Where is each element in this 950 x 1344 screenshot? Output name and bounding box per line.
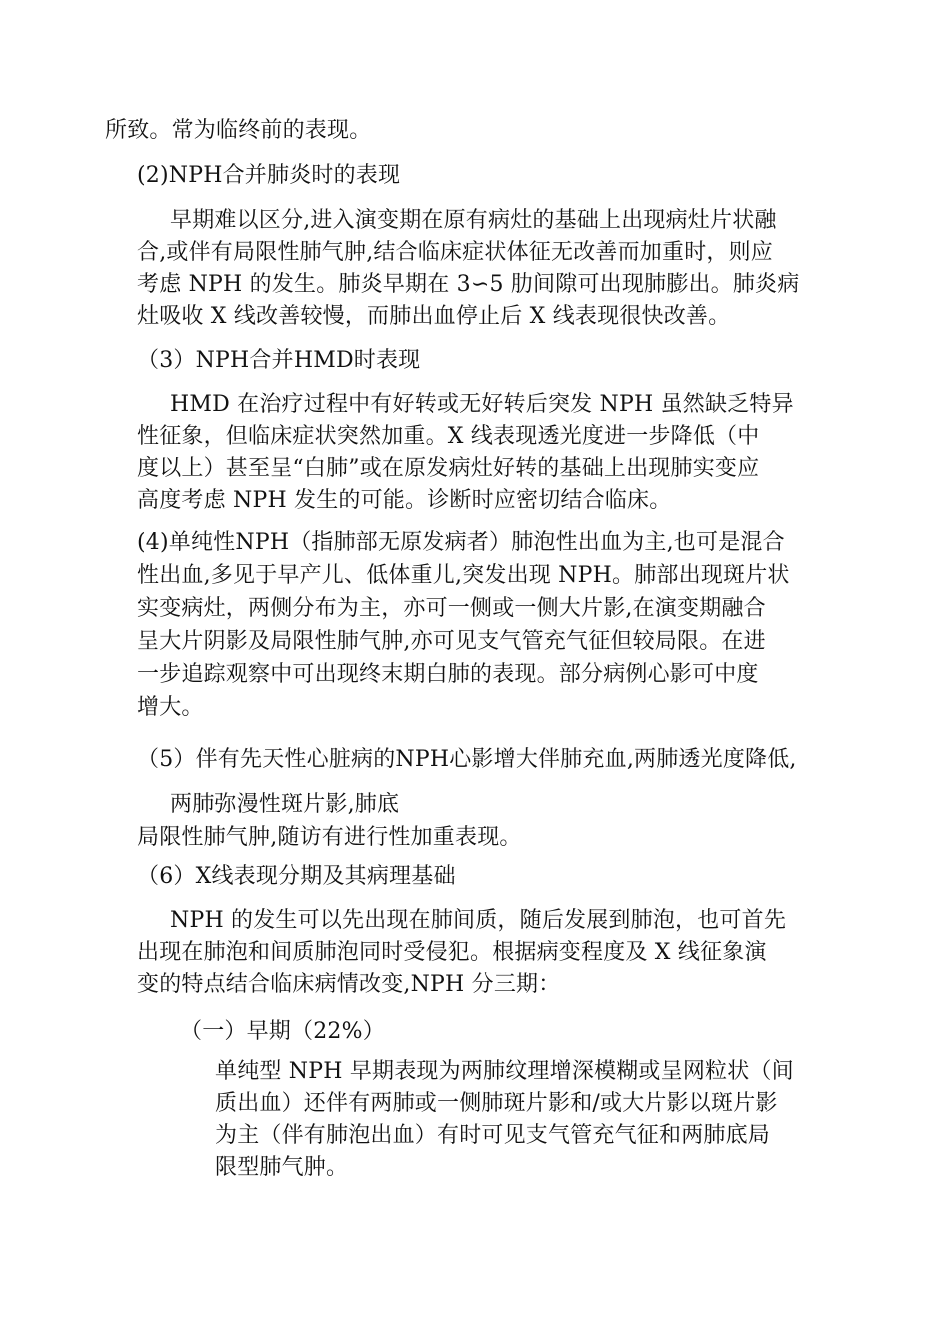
text-line: 所致。常为临终前的表现。 — [105, 118, 372, 143]
text-line: 性征象，但临床症状突然加重。X 线表现透光度进一步降低（中 — [137, 424, 760, 449]
text-line: 变的特点结合临床病情改变,NPH 分三期： — [137, 972, 561, 997]
text-line: 出现在肺泡和间质肺泡同时受侵犯。根据病变程度及 X 线征象演 — [137, 940, 767, 965]
text-line: 高度考虑 NPH 发生的可能。诊断时应密切结合临床。 — [137, 488, 672, 513]
text-line: 为主（伴有肺泡出血）有时可见支气管充气征和两肺底局 — [215, 1123, 771, 1148]
text-line: 局限性肺气肿,随访有进行性加重表现。 — [137, 825, 522, 850]
section-heading: (4)单纯性NPH（指肺部无原发病者）肺泡性出血为主,也可是混合 — [137, 530, 785, 555]
text-line: 单纯型 NPH 早期表现为两肺纹理增深模糊或呈网粒状（间 — [215, 1059, 794, 1084]
text-line: 灶吸收 X 线改善较慢，而肺出血停止后 X 线表现很快改善。 — [137, 304, 731, 329]
section-heading: （5）伴有先天性心脏病的NPH心影增大伴肺充血,两肺透光度降低, — [137, 747, 797, 772]
text-line: 限型肺气肿。 — [215, 1155, 349, 1180]
text-line: 呈大片阴影及局限性肺气肿,亦可见支气管充气征但较局限。在进 — [137, 629, 766, 654]
text-line: 早期难以区分,进入演变期在原有病灶的基础上出现病灶片状融 — [170, 208, 777, 233]
text-line: 考虑 NPH 的发生。肺炎早期在 3∽5 肋间隙可出现肺膨出。肺炎病 — [137, 272, 800, 297]
text-line: 实变病灶，两侧分布为主，亦可一侧或一侧大片影,在演变期融合 — [137, 596, 766, 621]
section-heading: （6）X线表现分期及其病理基础 — [137, 864, 456, 889]
section-heading: (2)NPH合并肺炎时的表现 — [137, 163, 401, 188]
text-line: 一步追踪观察中可出现终末期白肺的表现。部分病例心影可中度 — [137, 662, 759, 687]
text-line: 质出血）还伴有两肺或一侧肺斑片影和/或大片影以斑片影 — [215, 1091, 778, 1116]
text-line: 性出血,多见于早产儿、低体重儿,突发出现 NPH。肺部出现斑片状 — [137, 563, 790, 588]
section-heading: （3）NPH合并HMD时表现 — [137, 348, 421, 373]
text-line: 度以上）甚至呈“白肺”或在原发病灶好转的基础上出现肺实变应 — [137, 456, 760, 481]
text-line: 两肺弥漫性斑片影,肺底 — [170, 792, 400, 817]
subsection-heading: （一）早期（22%） — [180, 1019, 385, 1044]
text-line: HMD 在治疗过程中有好转或无好转后突发 NPH 虽然缺乏特异 — [170, 392, 794, 417]
text-line: 增大。 — [137, 695, 204, 720]
text-line: 合,或伴有局限性肺气肿,结合临床症状体征无改善而加重时，则应 — [137, 240, 773, 265]
text-line: NPH 的发生可以先出现在肺间质，随后发展到肺泡，也可首先 — [170, 908, 787, 933]
